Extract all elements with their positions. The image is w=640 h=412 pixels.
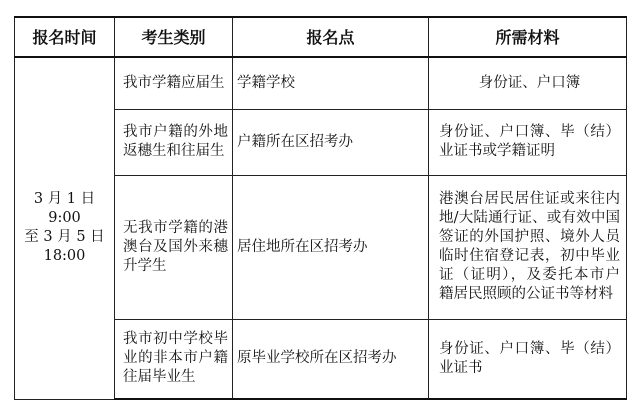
candidate-category-cell: 我市户籍的外地返穗生和往届生	[115, 109, 233, 175]
registration-time-cell	[15, 57, 115, 399]
candidate-category-cell: 无我市学籍的港澳台及国外来穗升学生	[115, 175, 233, 319]
registration-location-cell: 居住地所在区招考办	[233, 175, 429, 319]
required-materials-cell: 港澳台居民居住证或来往内地/大陆通行证、或有效中国签证的外国护照、境外人员临时住宿登记表，初中毕业证（证明），及委托本市户籍居民照顾的公证书等材料	[429, 175, 627, 319]
header-registration-location: 报名点	[233, 17, 429, 57]
header-row	[15, 17, 627, 57]
candidate-category-cell: 我市学籍应届生	[115, 57, 233, 109]
table-row	[15, 57, 627, 109]
header-registration-time: 报名时间	[15, 17, 115, 57]
required-materials-cell: 身份证、户口簿、毕（结）业证书	[429, 319, 627, 399]
candidate-category-cell: 我市初中学校毕业的非本市户籍往届毕业生	[115, 319, 233, 399]
header-candidate-category: 考生类别	[115, 17, 233, 57]
registration-location-cell: 学籍学校	[233, 57, 429, 109]
required-materials-cell: 身份证、户口簿	[429, 57, 627, 109]
registration-time-text: 3 月 1 日 9:00 至 3 月 5 日 18:00	[24, 191, 105, 265]
header-required-materials: 所需材料	[429, 17, 627, 57]
required-materials-cell: 身份证、户口簿、毕（结）业证书或学籍证明	[429, 109, 627, 175]
registration-table	[14, 16, 627, 400]
registration-location-cell: 户籍所在区招考办	[233, 109, 429, 175]
registration-location-cell: 原毕业学校所在区招考办	[233, 319, 429, 399]
